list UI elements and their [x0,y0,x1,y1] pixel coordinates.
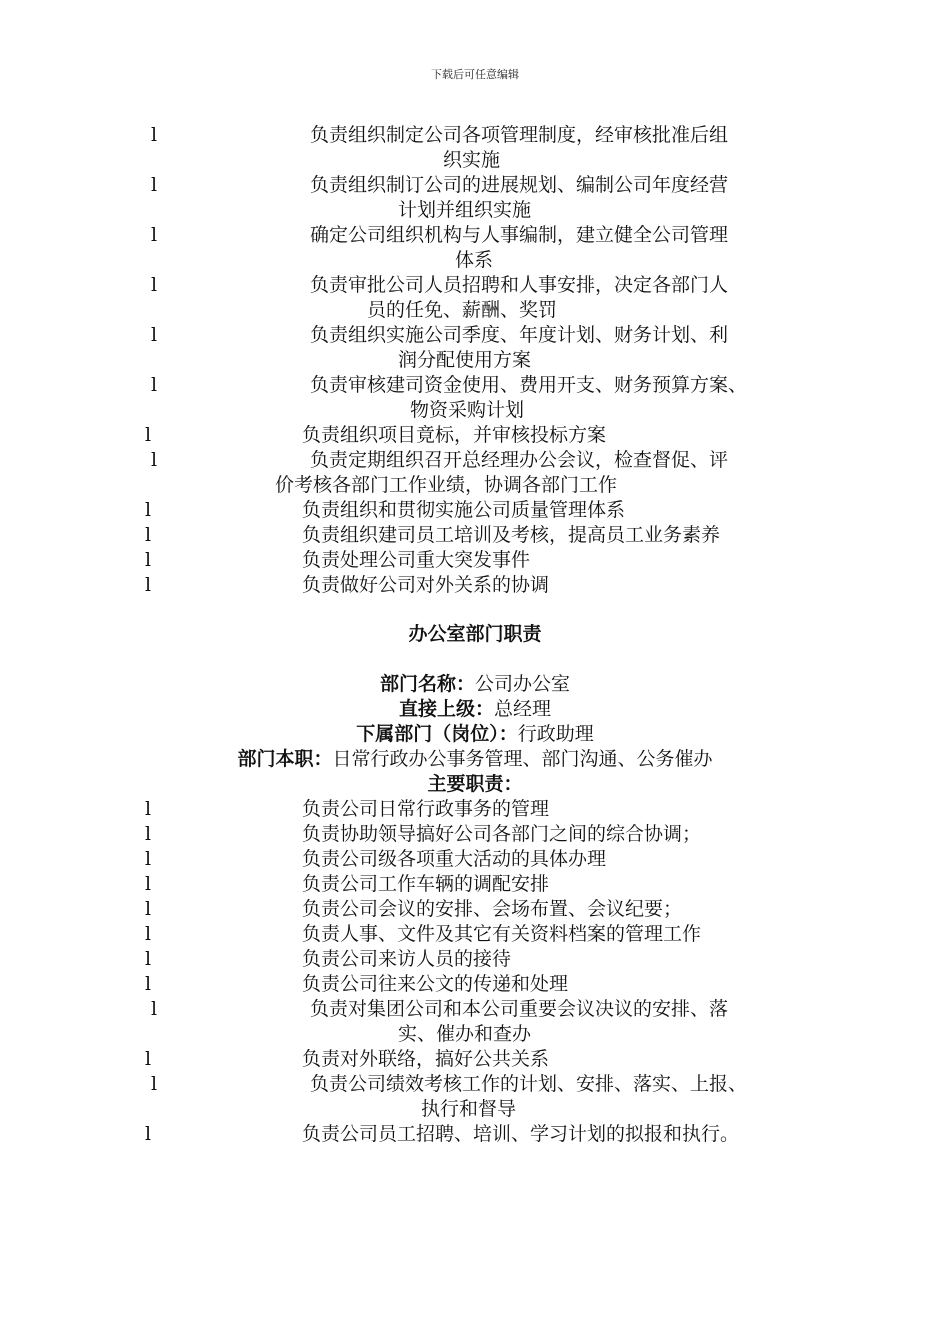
bullet-marker: l [151,374,158,396]
list-item [0,1072,950,1122]
list-item [0,847,950,872]
item-line1: 负责组织和贯彻实施公司质量管理体系 [302,499,626,521]
main-duties-heading [0,772,950,797]
bullet-marker: l [151,998,158,1020]
list-item [0,797,950,822]
superior-label: 直接上级： [398,698,494,720]
item-line2: 价考核各部门工作业绩，协调各部门工作 [275,474,618,496]
list-item [0,872,950,897]
bullet-marker: l [151,449,158,471]
item-line1: 负责定期组织召开总经理办公会议，检查督促、评 [310,449,729,471]
list-item [0,1047,950,1072]
list-item [0,947,950,972]
list-item [0,373,950,423]
item-line1: 负责组织建司员工培训及考核，提高员工业务素养 [302,524,721,546]
bullet-marker: l [145,948,152,970]
list-item [0,822,950,847]
header-note: 下载后可任意编辑 [431,68,519,81]
dept-duty-row [0,747,950,772]
item-line1: 负责处理公司重大突发事件 [302,549,531,571]
item-line1: 负责公司日常行政事务的管理 [302,798,550,820]
bullet-marker: l [151,124,158,146]
list-item [0,123,950,173]
item-line1: 负责协助领导搞好公司各部门之间的综合协调； [302,823,702,845]
superior-row [0,697,950,722]
item-line2: 员的任免、薪酬、奖罚 [367,299,558,321]
item-line2: 实、催办和查办 [398,1023,532,1045]
item-line1: 负责对外联络，搞好公共关系 [302,1048,550,1070]
list-item [0,498,950,523]
list-item [0,897,950,922]
item-line1: 负责人事、文件及其它有关资料档案的管理工作 [302,923,702,945]
dept-name-value: 公司办公室 [475,673,571,695]
bullet-marker: l [145,524,152,546]
list-item [0,922,950,947]
bullet-marker: l [145,1048,152,1070]
bullet-marker: l [145,549,152,571]
bullet-marker: l [145,873,152,895]
list-item [0,997,950,1047]
item-line1: 负责组织制定公司各项管理制度，经审核批准后组 [310,124,729,146]
list-item [0,573,950,598]
item-line1: 负责公司来访人员的接待 [302,948,512,970]
item-line1: 负责组织实施公司季度、年度计划、财务计划、利 [310,324,729,346]
item-line1: 负责公司级各项重大活动的具体办理 [302,848,607,870]
bullet-marker: l [145,798,152,820]
bullet-marker: l [145,848,152,870]
dept-duty-label: 部门本职： [237,748,333,770]
bullet-marker: l [145,923,152,945]
item-line1: 负责对集团公司和本公司重要会议决议的安排、落 [310,998,729,1020]
superior-value: 总经理 [494,698,552,720]
bullet-marker: l [145,973,152,995]
bullet-marker: l [145,823,152,845]
bullet-marker: l [151,274,158,296]
bullet-marker: l [151,1073,158,1095]
list-item [0,1122,950,1147]
dept-duty-value: 日常行政办公事务管理、部门沟通、公务催办 [332,748,713,770]
item-line2: 计划并组织实施 [398,199,532,221]
sub-dept-row [0,722,950,747]
item-line2: 物资采购计划 [410,399,525,421]
list-item [0,548,950,573]
item-line1: 负责公司往来公文的传递和处理 [302,973,569,995]
item-line2: 织实施 [443,149,501,171]
list-item [0,448,950,498]
list-item [0,423,950,448]
item-line1: 负责公司工作车辆的调配安排 [302,873,550,895]
item-line1: 负责组织项目竟标，并审核投标方案 [302,424,607,446]
sub-dept-value: 行政助理 [517,723,594,745]
list-item [0,273,950,323]
bullet-marker: l [145,424,152,446]
item-line2: 体系 [455,249,494,271]
bullet-marker: l [151,174,158,196]
main-duties-label: 主要职责： [427,773,523,795]
bullet-marker: l [145,574,152,596]
item-line1: 负责公司会议的安排、会场布置、会议纪要； [302,898,683,920]
item-line1: 负责审批公司人员招聘和人事安排，决定各部门人 [310,274,729,296]
list-item [0,173,950,223]
sub-dept-label: 下属部门（岗位）： [356,723,518,745]
list-item [0,323,950,373]
item-line1: 负责公司绩效考核工作的计划、安排、落实、上报、 [310,1073,748,1095]
section-title: 办公室部门职责 [408,623,542,645]
bullet-marker: l [145,898,152,920]
item-line2: 执行和督导 [421,1098,517,1120]
list-item [0,223,950,273]
item-line1: 负责审核建司资金使用、费用开支、财务预算方案、 [310,374,748,396]
dept-name-label: 部门名称： [379,673,475,695]
bullet-marker: l [151,224,158,246]
item-line1: 负责公司员工招聘、培训、学习计划的拟报和执行。 [302,1123,740,1145]
item-line1: 确定公司组织机构与人事编制，建立健全公司管理 [310,224,729,246]
dept-name-row [0,672,950,697]
item-line1: 负责组织制订公司的进展规划、编制公司年度经营 [310,174,729,196]
item-line2: 润分配使用方案 [398,349,532,371]
list-item [0,972,950,997]
item-line1: 负责做好公司对外关系的协调 [302,574,550,596]
bullet-marker: l [151,324,158,346]
bullet-marker: l [145,499,152,521]
list-item [0,523,950,548]
bullet-marker: l [145,1123,152,1145]
